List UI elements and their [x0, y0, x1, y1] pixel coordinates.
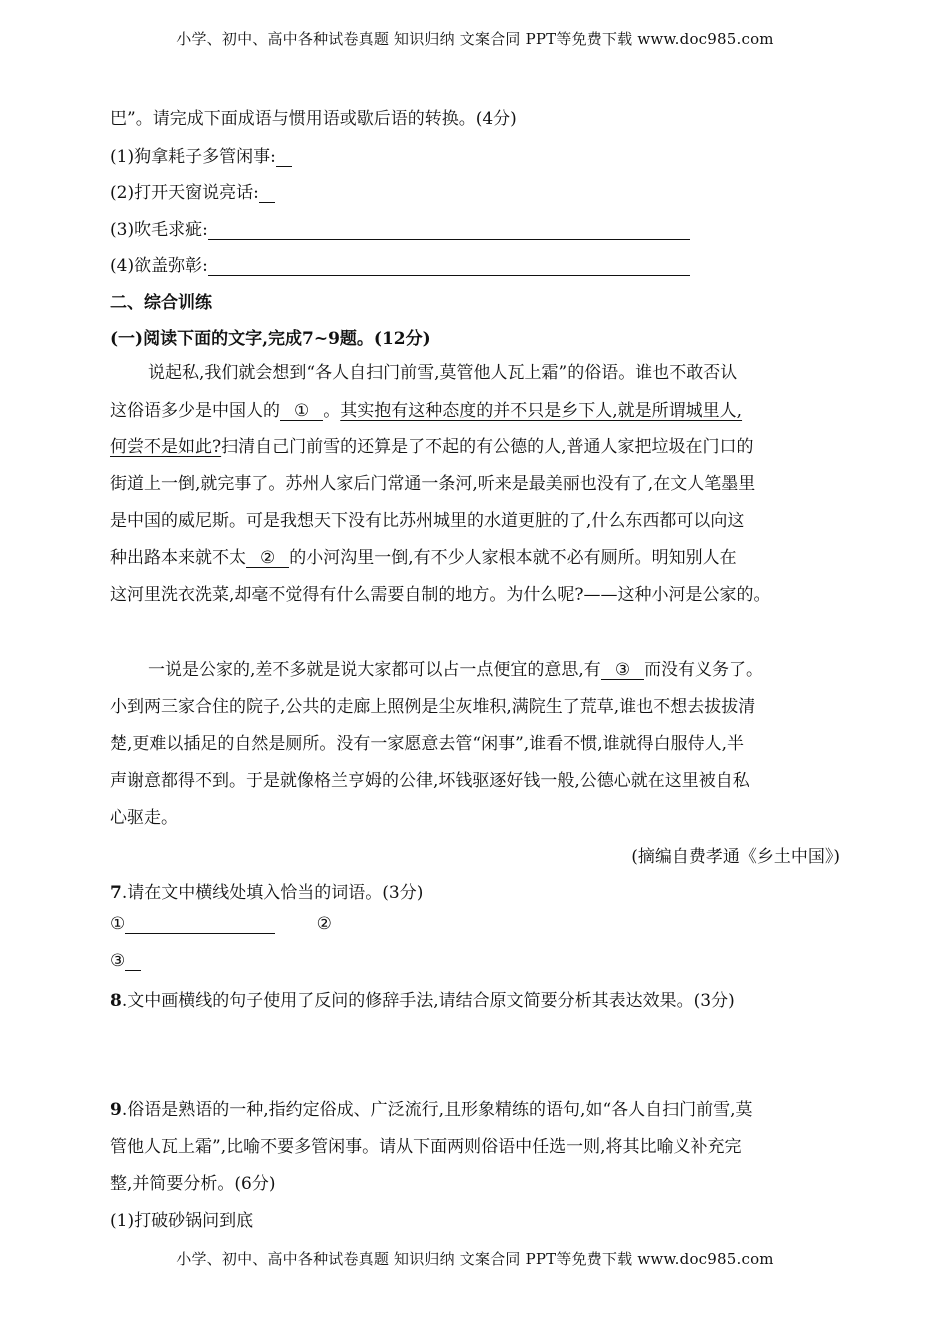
conversion-item-4 — [110, 251, 690, 276]
underlined-sentence: 何尝不是如此? — [110, 437, 222, 457]
passage-line: 声谢意都得不到。于是就像格兰亨姆的公律,坏钱驱逐好钱一般,公德心就在这里被自私 — [110, 771, 750, 791]
reading-title: (一)阅读下面的文字,完成7~9题。(12分) — [110, 329, 431, 349]
passage-line: 街道上一倒,就完事了。苏州人家后门常通一条河,听来是最美丽也没有了,在文人笔墨里 — [110, 474, 756, 494]
passage-line: 说起私,我们就会想到“各人自扫门前雪,莫管他人瓦上霜”的俗语。谁也不敢否认 — [148, 363, 738, 383]
passage-line: 一说是公家的,差不多就是说大家都可以占一点便宜的意思,有 ③ 而没有义务了。 — [148, 660, 764, 680]
question-9: 9.俗语是熟语的一种,指约定俗成、广泛流行,且形象精练的语句,如“各人自扫门前雪,莫 — [110, 1100, 753, 1120]
item-label: (4)欲盖弥彰: — [110, 256, 208, 276]
question-9-line: 整,并简要分析。(6分) — [110, 1174, 276, 1194]
page-footer: 小学、初中、高中各种试卷真题 知识归纳 文案合同 PPT等免费下载 www.doc985.com — [176, 1250, 774, 1268]
passage-line: 种出路本来就不太 ② 的小河沟里一倒,有不少人家根本就不必有厕所。明知别人在 — [110, 548, 737, 568]
q7-answers-row: ① ② — [110, 914, 332, 934]
question-7: 7.请在文中横线处填入恰当的词语。(3分) — [110, 883, 424, 903]
answer-blank-1[interactable] — [125, 915, 275, 934]
underlined-sentence: 其实抱有这种态度的并不只是乡下人,就是所谓城里人, — [340, 401, 743, 421]
conversion-item-3 — [110, 215, 690, 240]
answer-blank-3[interactable] — [125, 952, 141, 971]
item-label: (2)打开天窗说亮话: — [110, 183, 259, 203]
answer-blank[interactable] — [208, 221, 690, 240]
question-9-line: 管他人瓦上霜”,比喻不要多管闲事。请从下面两则俗语中任选一则,将其比喻义补充完 — [110, 1137, 742, 1157]
passage-line: 楚,更难以插足的自然是厕所。没有一家愿意去管“闲事”,谁看不惯,谁就得白服侍人,半 — [110, 734, 744, 754]
answer-blank[interactable] — [208, 257, 690, 276]
question-9-item-1: (1)打破砂锅问到底 — [110, 1211, 254, 1231]
blank-3: ③ — [601, 661, 644, 680]
answer-blank[interactable] — [259, 184, 275, 203]
passage-line: 这俗语多少是中国人的 ① 。其实抱有这种态度的并不只是乡下人,就是所谓城里人, — [110, 401, 743, 421]
passage-line: 是中国的威尼斯。可是我想天下没有比苏州城里的水道更脏的了,什么东西都可以向这 — [110, 511, 745, 531]
page-header: 小学、初中、高中各种试卷真题 知识归纳 文案合同 PPT等免费下载 www.doc985.com — [176, 30, 774, 48]
source-citation: (摘编自费孝通《乡土中国》) — [631, 847, 840, 867]
passage-line: 这河里洗衣洗菜,却毫不觉得有什么需要自制的地方。为什么呢?——这种小河是公家的。 — [110, 585, 771, 605]
question-8: 8.文中画横线的句子使用了反问的修辞手法,请结合原文简要分析其表达效果。(3分) — [110, 991, 735, 1011]
part1-intro: 巴”。请完成下面成语与惯用语或歇后语的转换。(4分) — [110, 109, 517, 129]
passage-line: 心驱走。 — [110, 808, 178, 828]
item-label: (1)狗拿耗子多管闲事: — [110, 147, 276, 167]
section-title: 二、综合训练 — [110, 293, 212, 313]
passage-line: 小到两三家合住的院子,公共的走廊上照例是尘灰堆积,满院生了荒草,谁也不想去拔拔清 — [110, 697, 756, 717]
q7-answers-row: ③ — [110, 951, 141, 971]
passage-line: 何尝不是如此?扫清自己门前雪的还算是了不起的有公德的人,普通人家把垃圾在门口的 — [110, 437, 754, 457]
blank-1: ① — [280, 402, 323, 421]
conversion-item-2 — [110, 178, 275, 203]
item-label: (3)吹毛求疵: — [110, 220, 208, 240]
answer-blank[interactable] — [276, 148, 292, 167]
blank-2: ② — [246, 549, 289, 568]
conversion-item-1 — [110, 142, 292, 167]
